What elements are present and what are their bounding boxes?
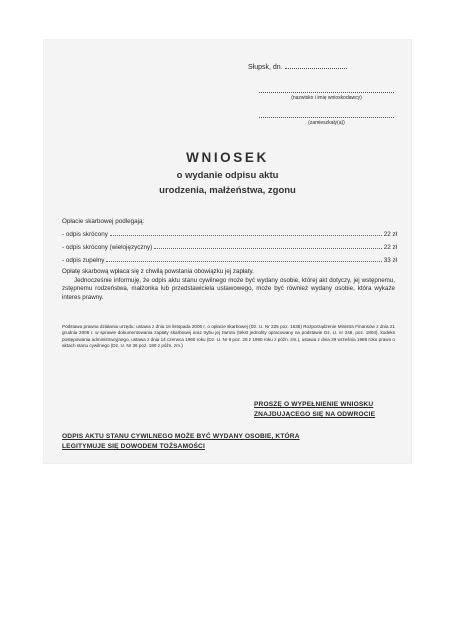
address-caption: (zamieszkały(a)): [308, 120, 345, 126]
address-blank: [259, 116, 394, 118]
fee-row: [62, 243, 397, 251]
date-blank: [285, 62, 347, 69]
fee-leader: [110, 230, 382, 236]
fee-label: - odpis zupełny: [62, 257, 105, 264]
fees-heading: Opłacie skarbowej podlegają:: [62, 218, 145, 225]
date-line: [248, 62, 347, 71]
fee-leader: [154, 243, 381, 249]
document-subtitle-2: urodzenia, małżeństwa, zgonu: [159, 185, 296, 196]
document-page: [44, 40, 411, 463]
fee-label: - odpis skrócony (wielojęzyczny): [62, 244, 153, 251]
document-subtitle-1: o wydanie odpisu aktu: [176, 170, 279, 181]
fee-amount: 22 zł: [383, 231, 397, 238]
payment-paragraph: Opłatę skarbową wpłaca się z chwilą powstania obowiązku jej zapłaty.: [62, 268, 254, 275]
legal-basis-paragraph: Podstawa prawna działania urzędu: ustawa z dnia 16 listopada 2006 r. o opłacie skarbowej (Dz. U. Nr 225 poz. 1635) Rozporządzenie Ministra Finansów z dnia 21 grudnia 2006 r. w sprawie dokumentowania zapłaty skarbowej oraz trybu jej zwrotu (tekst jednolity opracowany na podstawie Dz. U. nr 246, poz. 1804), kodeks postępowania administracyjnego, ustawa z dnia 14 czerwca 1960 roku (Dz. U. Nr 9 poz. 26 z 1980 roku z późn. zm.), ustawa z dnia 29 września 1986 roku prawo o aktach stanu cywilnego (Dz. U. Nr 36 poz. 180 z późn. zm.): [62, 324, 395, 349]
fee-amount: 22 zł: [383, 244, 397, 251]
info-paragraph: Jednocześnie informuję, że odpis aktu stanu cywilnego może być wydany osobie, której akt dotyczy, jej wstępnemu, zstępnemu rodzeństwa, małżonka lub przedstawiciela ustawowego, może być również wydany osobie, która wykaże interes prawny.: [62, 277, 395, 301]
fee-row: [62, 256, 397, 264]
fee-leader: [106, 256, 381, 262]
fee-row: [62, 230, 397, 238]
name-blank: [259, 91, 394, 93]
fill-reverse-notice: PROSZĘ O WYPEŁNIENIE WNIOSKU ZNAJDUJĄCEGO SIĘ NA ODWROCIE: [254, 401, 376, 418]
name-caption: (nazwisko i imię wnioskodawcy): [291, 95, 362, 101]
document-title: WNIOSEK: [186, 150, 269, 165]
fee-amount: 33 zł: [383, 257, 397, 264]
date-label: Słupsk, dn.: [248, 64, 283, 71]
identity-notice: ODPIS AKTU STANU CYWILNEGO MOŻE BYĆ WYDANY OSOBIE, KTÓRA LEGITYMUJE SIĘ DOWODEM TOŻSAMOŚCI: [62, 433, 300, 450]
fee-label: - odpis skrócony: [62, 231, 108, 238]
